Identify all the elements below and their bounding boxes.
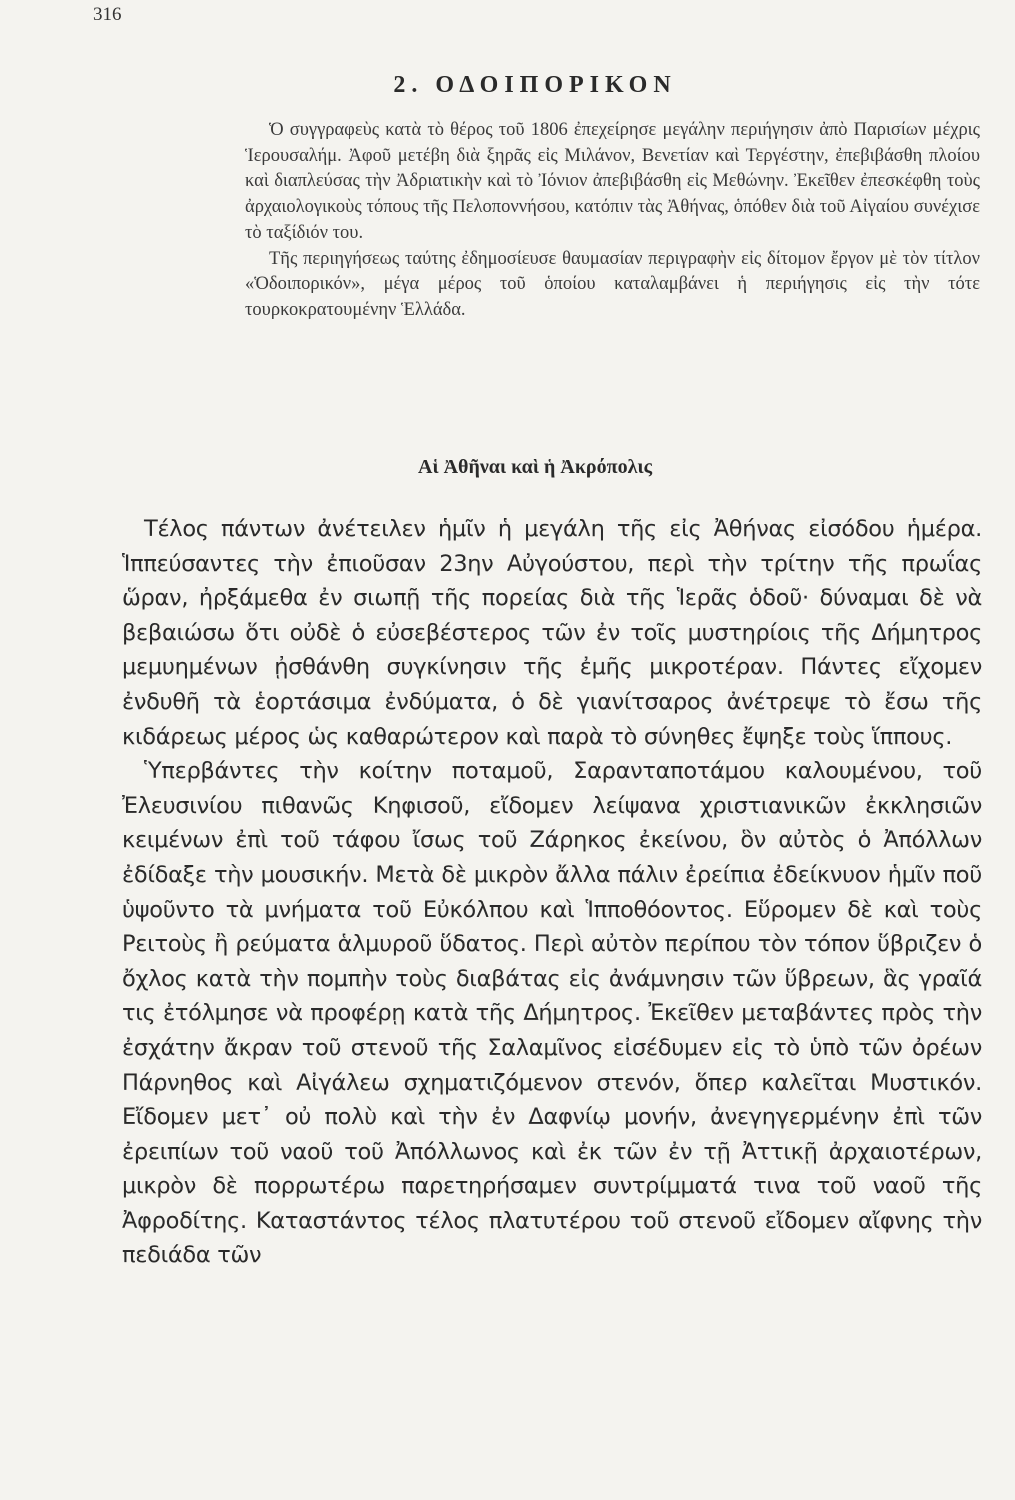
intro-text: [245, 118, 980, 324]
chapter-title: 2. ΟΔΟΙΠΟΡΙΚΟΝ: [393, 72, 677, 98]
intro-paragraph: Ὁ συγγραφεὺς κατὰ τὸ θέρος τοῦ 1806 ἐπεχείρησε μεγάλην περιήγησιν ἀπὸ Παρισίων μέχρις Ἱερουσαλήμ. Ἀφοῦ μετέβη διὰ ξηρᾶς εἰς Μιλάνον, Βενετίαν καὶ Τεργέστην, ἐπεβιβάσθη πλοίου καὶ διαπλεύσας τὴν Ἀδριατικὴν καὶ τὸ Ἰόνιον ἀπεβιβάσθη εἰς Μεθώνην. Ἐκεῖθεν ἐπεσκέφθη τοὺς ἀρχαιολογικοὺς τόπους τῆς Πελοποννήσου, κατόπιν τὰς Ἀθήνας, ὁπόθεν διὰ τοῦ Αἰγαίου συνέχισε τὸ ταξίδιόν του.: [245, 120, 980, 243]
body-paragraph: Τέλος πάντων ἀνέτειλεν ἡμῖν ἡ μεγάλη τῆς εἰς Ἀθήνας εἰσόδου ἡμέρα. Ἱππεύσαντες τὴν ἐπιοῦσαν 23ην Αὐγούστου, περὶ τὴν τρίτην τῆς πρωΐας ὥραν, ἠρξάμεθα ἐν σιωπῇ τῆς πορείας διὰ τῆς Ἱερᾶς ὁδοῦ· δύναμαι δὲ νὰ βεβαιώσω ὅτι οὐδὲ ὁ εὐσεβέστερος τῶν ἐν τοῖς μυστηρίοις τῆς Δήμητρος μεμυημένων ᾐσθάνθη συγκίνησιν τῆς ἐμῆς μικροτέραν. Πάντες εἴχομεν ἐνδυθῆ τὰ ἑορτάσιμα ἐνδύματα, ὁ δὲ γιανίτσαρος ἀνέτρεψε τὸ ἔσω τῆς κιδάρεως μέρος ὡς καθαρώτερον καὶ παρὰ τὸ σύνηθες ἔψηξε τοὺς ἵππους.: [122, 516, 982, 750]
page-number: 316: [93, 4, 122, 25]
body-paragraph: Ὑπερβάντες τὴν κοίτην ποταμοῦ, Σαρανταποτάμου καλουμένου, τοῦ Ἐλευσινίου πιθανῶς Κηφισοῦ, εἴδομεν λείψανα χριστιανικῶν ἐκκλησιῶν κειμένων ἐπὶ τοῦ τάφου ἴσως τοῦ Ζάρηκος ἐκείνου, ὃν αὐτὸς ὁ Ἀπόλλων ἐδίδαξε τὴν μουσικήν. Μετὰ δὲ μικρὸν ἄλλα πάλιν ἐρείπια ἐδείκνυον ἡμῖν ποῦ ὑψοῦντο τὰ μνήματα τοῦ Εὐκόλπου καὶ Ἱπποθόοντος. Εὕρομεν δὲ καὶ τοὺς Ρειτοὺς ἢ ρεύματα ἁλμυροῦ ὕδατος. Περὶ αὐτὸν περίπου τὸν τόπον ὕβριζεν ὁ ὄχλος κατὰ τὴν πομπὴν τοὺς διαβάτας εἰς ἀνάμνησιν τῶν ὕβρεων, ἃς γραῖά τις ἐτόλμησε νὰ προφέρῃ κατὰ τῆς Δήμητρος. Ἐκεῖθεν μεταβάντες πρὸς τὴν ἐσχάτην ἄκραν τοῦ στενοῦ τῆς Σαλαμῖνος εἰσέδυμεν εἰς τὸ ὑπὸ τῶν ὀρέων Πάρνηθος καὶ Αἰγάλεω σχηματιζόμενον στενόν, ὅπερ καλεῖται Μυστικόν. Εἴδομεν μετ᾽ οὐ πολὺ καὶ τὴν ἐν Δαφνίῳ μονήν, ἀνεγηγερμένην ἐπὶ τῶν ἐρειπίων τοῦ ναοῦ τοῦ Ἀπόλλωνος καὶ ἐκ τῶν ἐν τῇ Ἀττικῇ ἀρχαιοτέρων, μικρὸν δὲ πορρωτέρω παρετηρήσαμεν συντρίμματά τινα τοῦ ναοῦ τῆς Ἀφροδίτης. Καταστάντος τέλος πλατυτέρου τοῦ στενοῦ εἴδομεν αἴφνης τὴν πεδιάδα τῶν: [122, 758, 982, 1269]
section-heading: Αἱ Ἀθῆναι καὶ ἡ Ἀκρόπολις: [417, 456, 653, 478]
intro-paragraph: Τῆς περιηγήσεως ταύτης ἐδημοσίευσε θαυμασίαν περιγραφὴν εἰς δίτομον ἔργον μὲ τὸν τίτλον «Ὁδοιπορικόν», μέγα μέρος τοῦ ὁποίου καταλαμβάνει ἡ περιήγησις εἰς τὴν τότε τουρκοκρατουμένην Ἑλλάδα.: [245, 248, 980, 320]
body-text: [122, 512, 982, 1273]
